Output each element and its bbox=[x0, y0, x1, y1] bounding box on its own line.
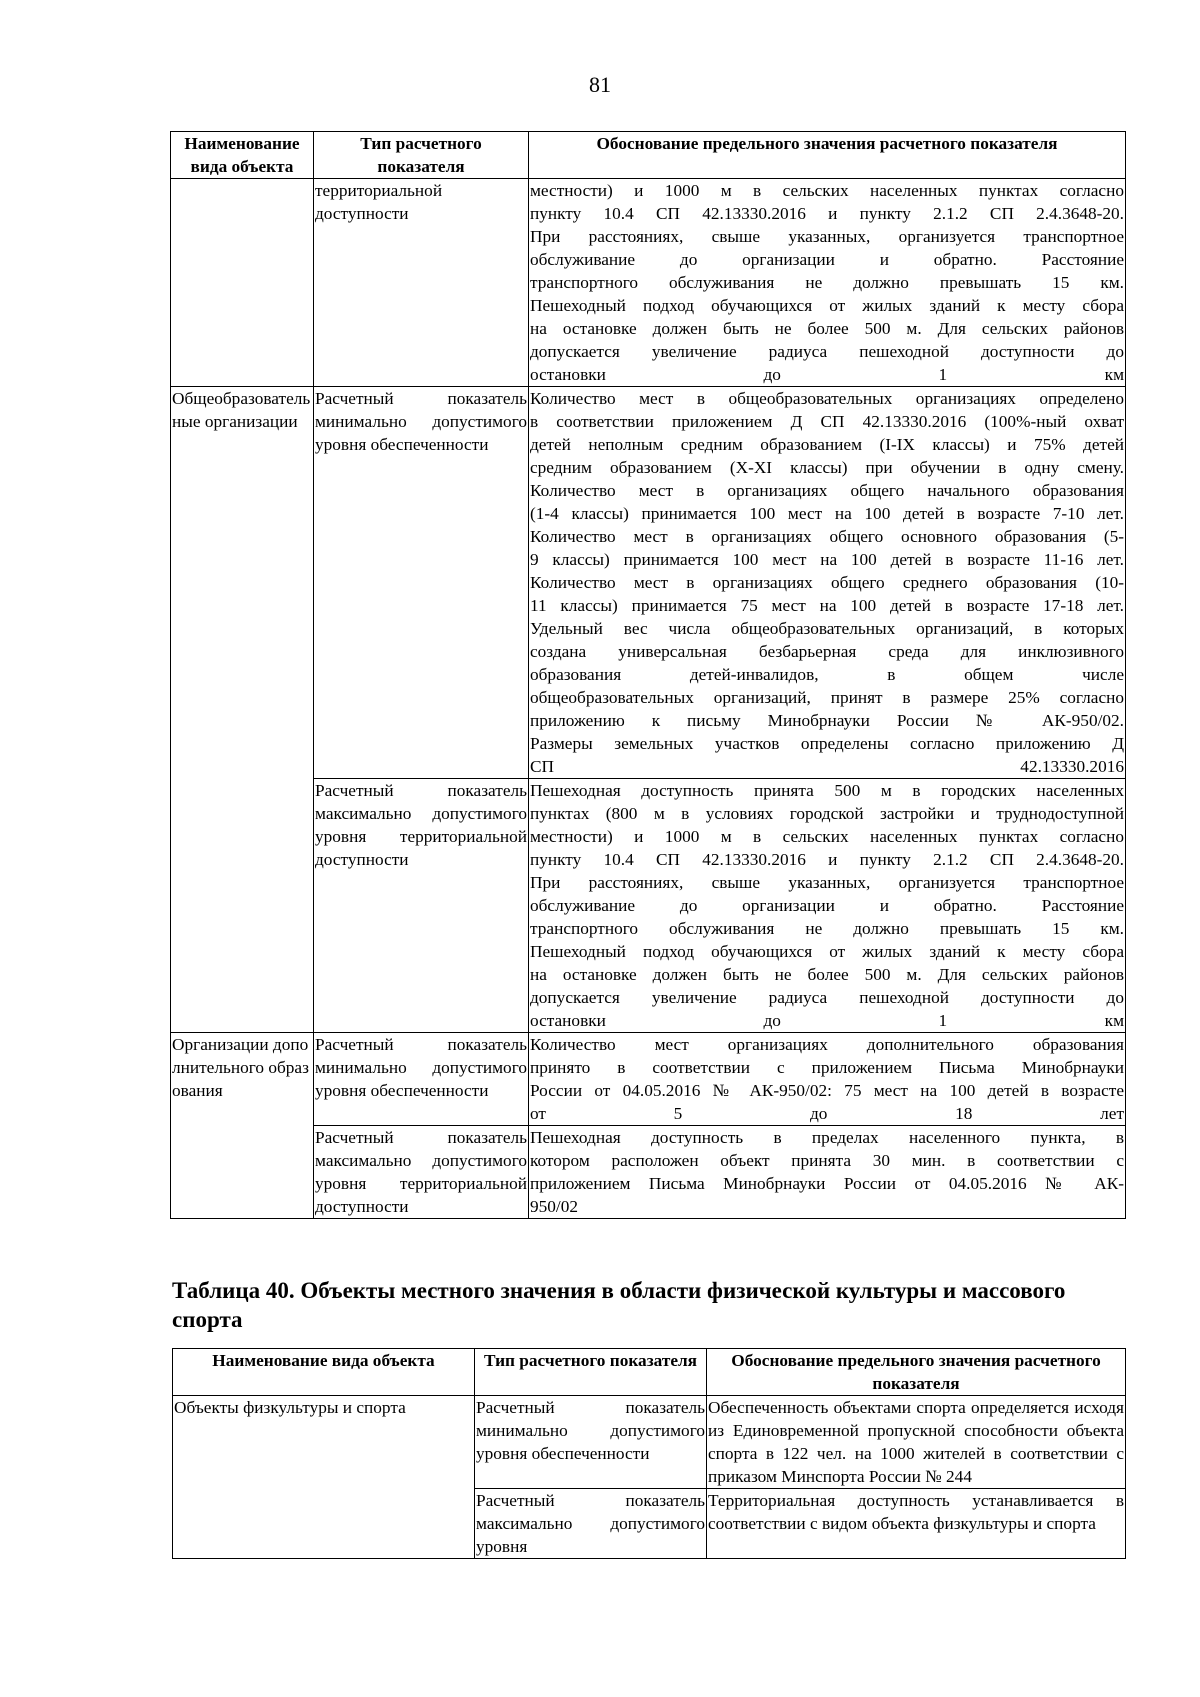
object-name-cell: Объекты физкультуры и спорта bbox=[173, 1396, 475, 1559]
page-number: 81 bbox=[589, 72, 611, 97]
text-line: СП 42.13330.2016 bbox=[530, 757, 1124, 776]
justification-cell bbox=[529, 1126, 1126, 1219]
text-line: общеобразовательных организаций, принят в размере 25% согласно bbox=[530, 688, 1124, 707]
text-line: 9 классы) принимается 100 мест на 100 детей в возрасте 11-16 лет. bbox=[530, 550, 1124, 569]
indicator-type-cell: Расчетный показатель максимально допустимого уровня bbox=[475, 1489, 707, 1559]
text-line: Пешеходный подход обучающихся от жилых зданий к месту сбора bbox=[530, 296, 1124, 315]
header-justification: Обоснование предельного значения расчетного показателя bbox=[529, 132, 1126, 179]
header-indicator-type: Тип расчетного показателя bbox=[475, 1349, 707, 1396]
text-line: образования детей-инвалидов, в общем числе bbox=[530, 665, 1124, 684]
object-name-cell: Организации дополнительного образования bbox=[171, 1033, 314, 1219]
object-name-cell: Общеобразовательные организации bbox=[171, 387, 314, 1033]
text-line: пунктах (800 м в условиях городской застройки и труднодоступной bbox=[530, 804, 1124, 823]
text-line: Пешеходная доступность принята 500 м в городских населенных bbox=[530, 781, 1124, 800]
table-row bbox=[171, 1126, 1126, 1219]
justification-cell: Территориальная доступность устанавливается в соответствии с видом объекта физкультуры и спорта bbox=[707, 1489, 1126, 1559]
justification-cell bbox=[529, 1033, 1126, 1126]
text-line: (1-4 классы) принимается 100 мест на 100 детей в возрасте 7-10 лет. bbox=[530, 504, 1124, 523]
table-row bbox=[171, 1033, 1126, 1126]
text-line: местности) и 1000 м в сельских населенных пунктах согласно bbox=[530, 827, 1124, 846]
table-row bbox=[173, 1396, 1126, 1489]
table-row bbox=[171, 179, 1126, 387]
indicator-type-cell: Расчетный показатель минимально допустимого уровня обеспеченности bbox=[314, 387, 529, 779]
table-row bbox=[171, 779, 1126, 1033]
text-line: создана универсальная безбарьерная среда для инклюзивного bbox=[530, 642, 1124, 661]
text-line: приложением Письма Минобрнауки России от 04.05.2016 № АК- bbox=[530, 1174, 1124, 1193]
text-line: Пешеходная доступность в пределах населенного пункта, в bbox=[530, 1128, 1124, 1147]
text-line: Количество мест в общеобразовательных организациях определено bbox=[530, 389, 1124, 408]
text-line: остановки до 1 км bbox=[530, 1011, 1124, 1030]
text-line: обслуживание до организации и обратно. Расстояние bbox=[530, 896, 1124, 915]
justification-cell bbox=[529, 779, 1126, 1033]
header-indicator-type: Тип расчетного показателя bbox=[314, 132, 529, 179]
text-line: на остановке должен быть не более 500 м. Для сельских районов bbox=[530, 965, 1124, 984]
table-education bbox=[170, 131, 1126, 1219]
text-line: Удельный вес числа общеобразовательных организаций, в которых bbox=[530, 619, 1124, 638]
text-line: транспортного обслуживания не должно превышать 15 км. bbox=[530, 273, 1124, 292]
object-name-cell bbox=[171, 179, 314, 387]
text-line: котором расположен объект принята 30 мин. в соответствии с bbox=[530, 1151, 1124, 1170]
header-object-name: Наименование вида объекта bbox=[173, 1349, 475, 1396]
indicator-type-cell: Расчетный показатель максимально допустимого уровня территориальной доступности bbox=[314, 1126, 529, 1219]
text-line: пункту 10.4 СП 42.13330.2016 и пункту 2.1.2 СП 2.4.3648-20. bbox=[530, 204, 1124, 223]
text-line: транспортного обслуживания не должно превышать 15 км. bbox=[530, 919, 1124, 938]
table-header-row bbox=[171, 132, 1126, 179]
text-line: пункту 10.4 СП 42.13330.2016 и пункту 2.1.2 СП 2.4.3648-20. bbox=[530, 850, 1124, 869]
table-sports bbox=[172, 1348, 1126, 1559]
indicator-type-cell: Расчетный показатель минимально допустимого уровня обеспеченности bbox=[475, 1396, 707, 1489]
text-line: в соответствии приложением Д СП 42.13330.2016 (100%-ный охват bbox=[530, 412, 1124, 431]
text-line: При расстояниях, свыше указанных, организуется транспортное bbox=[530, 873, 1124, 892]
indicator-type-cell: Расчетный показатель максимально допустимого уровня территориальной доступности bbox=[314, 779, 529, 1033]
text-line: приложению к письму Минобрнауки России № АК-950/02. bbox=[530, 711, 1124, 730]
text-line: от 5 до 18 лет bbox=[530, 1104, 1124, 1123]
text-line: на остановке должен быть не более 500 м. Для сельских районов bbox=[530, 319, 1124, 338]
text-line: 11 классы) принимается 75 мест на 100 детей в возрасте 17-18 лет. bbox=[530, 596, 1124, 615]
text-line: местности) и 1000 м в сельских населенных пунктах согласно bbox=[530, 181, 1124, 200]
text-line: допускается увеличение радиуса пешеходной доступности до bbox=[530, 342, 1124, 361]
table-row bbox=[171, 387, 1126, 779]
text-line: детей неполным средним образованием (I-IX классы) и 75% детей bbox=[530, 435, 1124, 454]
justification-cell bbox=[529, 179, 1126, 387]
text-line: Пешеходный подход обучающихся от жилых зданий к месту сбора bbox=[530, 942, 1124, 961]
justification-cell: Обеспеченность объектами спорта определяется исходя из Единовременной пропускной способности объекта спорта в 122 чел. на 1000 жителей в соответствии с приказом Минспорта России № 244 bbox=[707, 1396, 1126, 1489]
table-caption: Таблица 40. Объекты местного значения в области физической культуры и массового спорта bbox=[172, 1278, 1066, 1332]
indicator-type-cell: Расчетный показатель минимально допустимого уровня обеспеченности bbox=[314, 1033, 529, 1126]
text-line: остановки до 1 км bbox=[530, 365, 1124, 384]
text-line: Количество мест организациях дополнительного образования bbox=[530, 1035, 1124, 1054]
text-line: обслуживание до организации и обратно. Расстояние bbox=[530, 250, 1124, 269]
text-line: средним образованием (X-XI классы) при обучении в одну смену. bbox=[530, 458, 1124, 477]
text-line: При расстояниях, свыше указанных, организуется транспортное bbox=[530, 227, 1124, 246]
text-line: Количество мест в организациях общего основного образования (5- bbox=[530, 527, 1124, 546]
header-justification: Обоснование предельного значения расчетного показателя bbox=[707, 1349, 1126, 1396]
text-line: допускается увеличение радиуса пешеходной доступности до bbox=[530, 988, 1124, 1007]
text-line: 950/02 bbox=[530, 1197, 579, 1216]
header-object-name: Наименование вида объекта bbox=[171, 132, 314, 179]
text-line: принято в соответствии с приложением Письма Минобрнауки bbox=[530, 1058, 1124, 1077]
table-header-row bbox=[173, 1349, 1126, 1396]
text-line: Количество мест в организациях общего среднего образования (10- bbox=[530, 573, 1124, 592]
indicator-type-cell: территориальной доступности bbox=[314, 179, 529, 387]
text-line: Размеры земельных участков определены согласно приложению Д bbox=[530, 734, 1124, 753]
justification-cell bbox=[529, 387, 1126, 779]
text-line: Количество мест в организациях общего начального образования bbox=[530, 481, 1124, 500]
text-line: России от 04.05.2016 № АК-950/02: 75 мест на 100 детей в возрасте bbox=[530, 1081, 1124, 1100]
